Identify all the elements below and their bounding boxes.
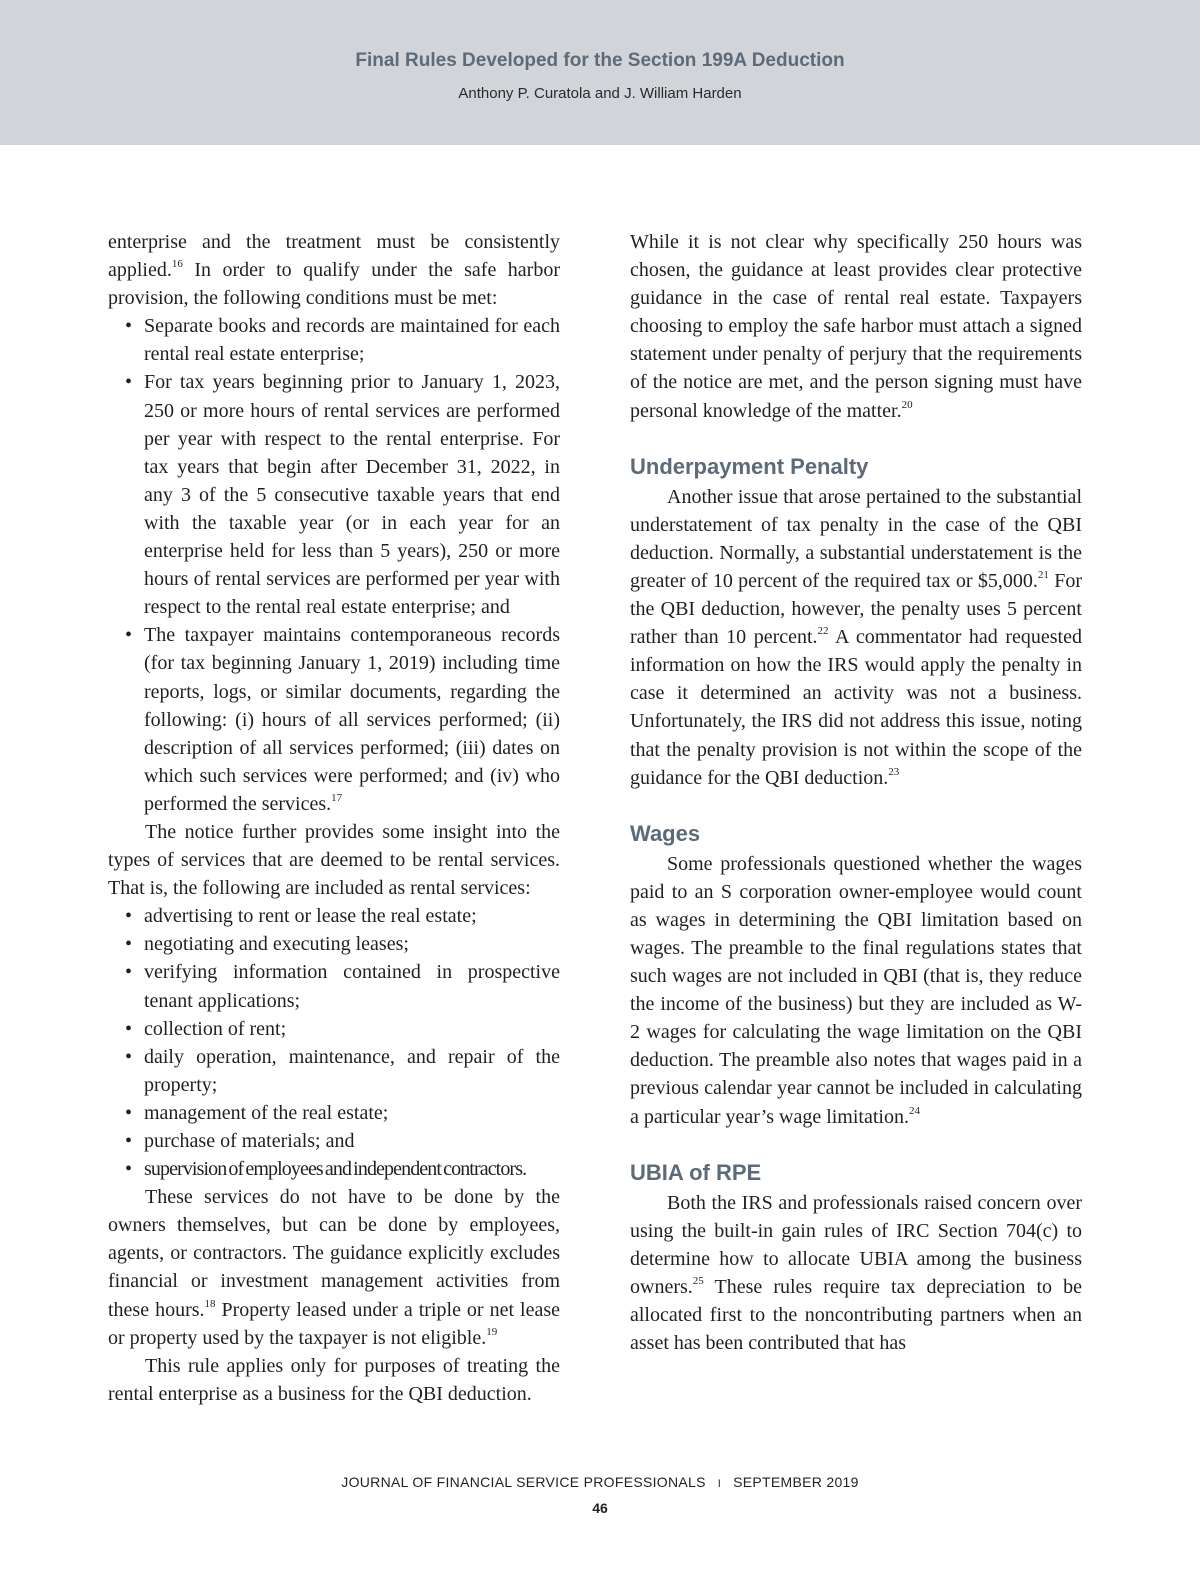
list-item: • negotiating and executing leases; bbox=[108, 930, 560, 958]
paragraph: While it is not clear why specifically 250 hours was chosen, the guidance at least provides clear protective guidance in the case of rental real estate. Taxpayers choosing to employ the safe harbor must attach a signed statement under penalty of perjury that the requirements of the notice are met, and the person signing must have personal knowledge of the matter.$^{20}$ bbox=[630, 231, 1082, 422]
footnote-ref: 25 bbox=[692, 1275, 704, 1288]
list-item: • verifying information contained in prospective tenant applications; bbox=[108, 958, 560, 1014]
list-item: • Separate books and records are maintained for each rental real estate enterprise; bbox=[108, 312, 560, 368]
footnote-ref: 24 bbox=[908, 1104, 920, 1117]
list-item: • management of the real estate; bbox=[108, 1099, 560, 1127]
paragraph: enterprise and the treatment must be consistently applied.$^{16}$ In order to qualify under the safe harbor provision, the following conditions must be met: bbox=[108, 231, 560, 310]
list-item: • collection of rent; bbox=[108, 1015, 560, 1043]
journal-name: JOURNAL OF FINANCIAL SERVICE PROFESSIONALS bbox=[341, 1474, 706, 1490]
rental-services-list bbox=[108, 902, 560, 1183]
list-item: • daily operation, maintenance, and repair of the property; bbox=[108, 1043, 560, 1099]
section-heading-ubia-of-rpe: UBIA of RPE bbox=[630, 1159, 762, 1185]
list-item: • advertising to rent or lease the real estate; bbox=[108, 902, 560, 930]
section-heading-wages: Wages bbox=[630, 820, 701, 846]
footer-journal bbox=[0, 1474, 1200, 1490]
section-heading-underpayment-penalty: Underpayment Penalty bbox=[630, 453, 869, 479]
right-column bbox=[630, 228, 1082, 1357]
footnote-ref: 21 bbox=[1037, 569, 1049, 582]
footer-separator: I bbox=[717, 1478, 722, 1490]
paragraph: This rule applies only for purposes of treating the rental enterprise as a business for the QBI deduction. bbox=[108, 1354, 560, 1405]
safe-harbor-conditions-list bbox=[108, 312, 560, 818]
paragraph: Some professionals questioned whether the wages paid to an S corporation owner-employee would count as wages in determining the QBI limitation based on wages. The preamble to the final regulations states that such wages are not included in QBI (that is, they reduce the income of the business) but they are included as W-2 wages for calculating the wage limitation on the QBI deduction. The preamble also notes that wages paid in a previous calendar year cannot be included in calculating a particular year’s wage limitation.$^{24}$ bbox=[630, 852, 1082, 1128]
footnote-ref: 20 bbox=[901, 398, 913, 411]
paragraph: Both the IRS and professionals raised concern over using the built-in gain rules of IRC Section 704(c) to determine how to allocate UBIA among the business owners.$^{25}$ These rules require tax depreciation to be allocated first to the noncontributing partners when an asset has been contributed that has bbox=[630, 1191, 1082, 1355]
footnote-ref: 23 bbox=[888, 765, 900, 778]
list-item: • For tax years beginning prior to January 1, 2023, 250 or more hours of rental services are performed per year with respect to the rental enterprise. For tax years that begin after December 31, 2022, in any 3 of the 5 consecutive taxable years that end with the taxable year (or in each year for an enterprise held for less than 5 years), 250 or more hours of rental services are performed per year with respect to the rental real estate enterprise; and bbox=[108, 368, 560, 621]
paragraph: The notice further provides some insight into the types of services that are deemed to be rental services. That is, the following are included as rental services: bbox=[108, 820, 560, 900]
footnote-ref: 19 bbox=[486, 1326, 498, 1338]
header-band bbox=[0, 0, 1200, 145]
paragraph: Another issue that arose pertained to the substantial understatement of tax penalty in the case of the QBI deduction. Normally, a substantial understatement is the greater of 10 percent of the required tax or $5,000.21 For the QBI deduction, however, the penalty uses 5 percent rather than 10 percent.$^{22}$ A commentator had requested information on how the IRS would apply the penalty in case it determined an activity was not a business. Unfortunately, the IRS did not address this issue, noting that the penalty provision is not within the scope of the guidance for the QBI deduction.$^{23}$ bbox=[630, 485, 1082, 789]
article-authors: Anthony P. Curatola and J. William Harden bbox=[458, 85, 742, 102]
page-number: 46 bbox=[592, 1500, 608, 1516]
paragraph: These services do not have to be done by the owners themselves, but can be done by employees, agents, or contractors. The guidance explicitly excludes financial or investment management activities from these hours.$^{18}$ Property leased under a triple or net lease or property used by the taxpayer is not eligible.$^{19}$ bbox=[108, 1186, 560, 1349]
issue-date: SEPTEMBER 2019 bbox=[733, 1474, 859, 1490]
list-item: • supervision of employees and independent contractors. bbox=[108, 1155, 560, 1183]
footnote-ref: 18 bbox=[204, 1297, 216, 1310]
footnote-ref: 22 bbox=[817, 625, 829, 638]
article-title: Final Rules Developed for the Section 199A Deduction bbox=[355, 50, 845, 71]
footnote-ref: 16 bbox=[171, 258, 183, 271]
list-item: • The taxpayer maintains contemporaneous records (for tax beginning January 1, 2019) including time reports, logs, or similar documents, regarding the following: (i) hours of all services performed; (ii) description of all services performed; (iii) dates on which such services were performed; and (iv) who performed the services.$^{17}$ bbox=[108, 621, 560, 818]
list-item: • purchase of materials; and bbox=[108, 1127, 560, 1155]
footnote-ref: 17 bbox=[331, 792, 343, 805]
left-column bbox=[108, 228, 560, 1408]
